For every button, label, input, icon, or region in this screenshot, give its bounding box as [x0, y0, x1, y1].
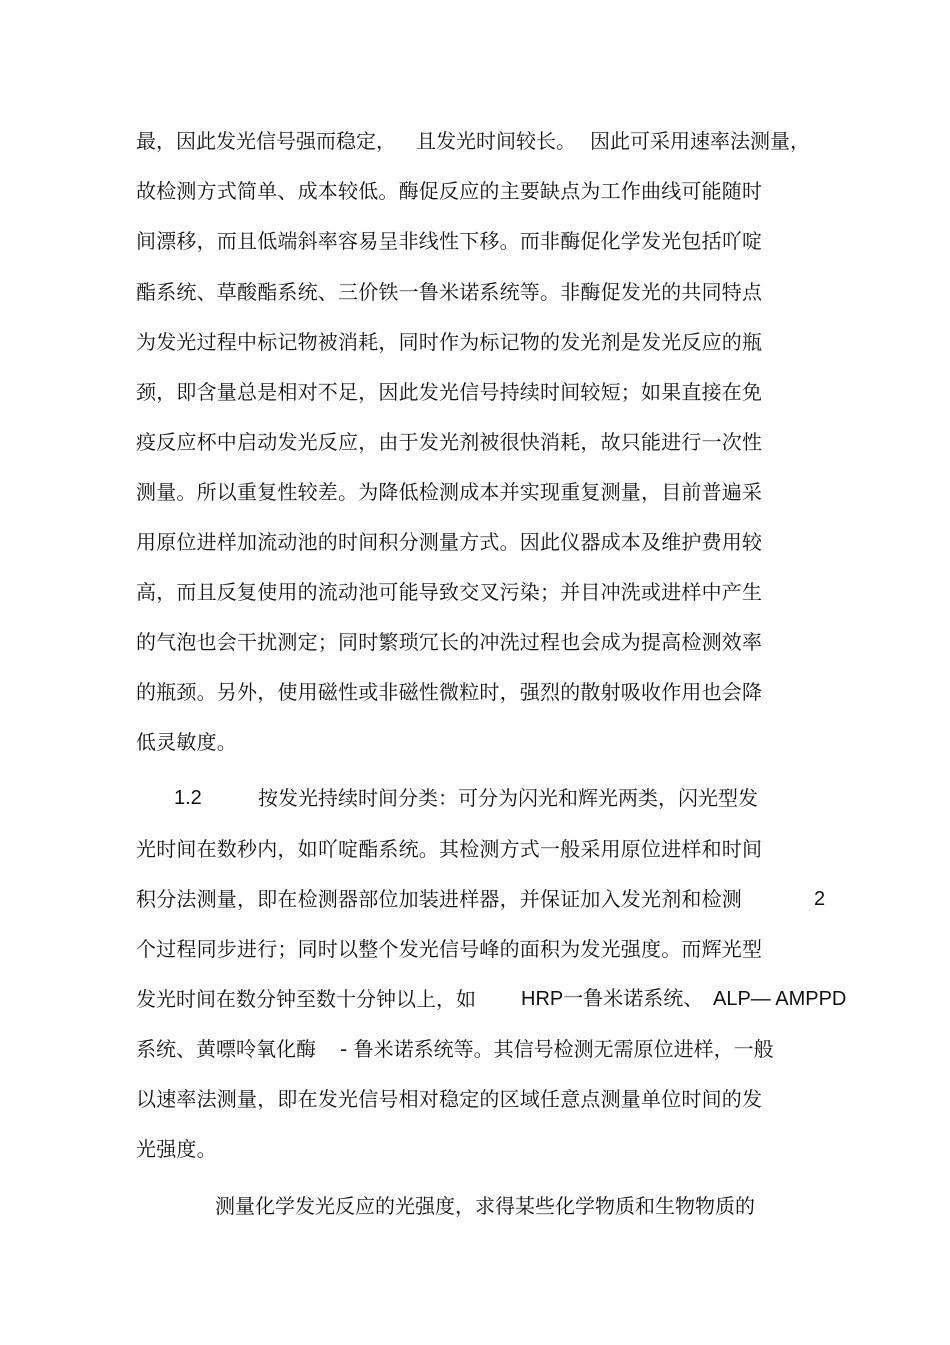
p2-line-3-tail: 2 — [814, 888, 826, 910]
p1-line-12: 的瓶颈。另外，使用磁性或非磁性微粒时，强烈的散射吸收作用也会降 — [136, 680, 763, 704]
p1-line-2: 故检测方式简单、成本较低。酶促反应的主要缺点为工作曲线可能随时 — [136, 179, 763, 203]
p3-line-1: 测量化学发光反应的光强度，求得某些化学物质和生物物质的 — [215, 1194, 755, 1218]
p2-line-7: 以速率法测量，即在发光信号相对稳定的区域任意点测量单位时间的发 — [136, 1087, 763, 1111]
p1-line-9: 用原位进样加流动池的时间积分测量方式。因此仪器成本及维护费用较 — [136, 530, 763, 554]
p2-line-8: 光强度。 — [136, 1137, 217, 1161]
p2-line-6-part-2: - 鲁米诺系统等。其信号检测无需原位进样，一般 — [340, 1037, 774, 1061]
p2-line-3: 积分法测量，即在检测器部位加装进样器，并保证加入发光剂和检测 — [136, 887, 742, 911]
section-number: 1.2 — [174, 787, 202, 809]
p1-line-3: 间漂移，而且低端斜率容易呈非线性下移。而非酶促化学发光包括吖啶 — [136, 229, 763, 253]
p1-line-5: 为发光过程中标记物被消耗，同时作为标记物的发光剂是发光反应的瓶 — [136, 330, 763, 354]
p1-line-1-part-2: 且发光时间较长。 — [416, 129, 576, 153]
p1-line-8: 测量。所以重复性较差。为降低检测成本并实现重复测量，目前普遍采 — [136, 480, 763, 504]
p2-line-6-part-1: 系统、黄嘌呤氧化酶 — [136, 1037, 316, 1061]
p1-line-6: 颈，即含量总是相对不足，因此发光信号持续时间较短；如果直接在免 — [136, 380, 763, 404]
p2-line-5-part-1: 发光时间在数分钟至数十分钟以上，如 — [136, 987, 476, 1011]
p1-line-10: 高，而且反复使用的流动池可能导致交叉污染；并目冲洗或进样中产生 — [136, 580, 763, 604]
p1-line-13: 低灵敏度。 — [136, 730, 237, 754]
p2-line-2: 光时间在数秒内，如吖啶酯系统。其检测方式一般采用原位进样和时间 — [136, 837, 763, 861]
p1-line-7: 疫反应杯中启动发光反应，由于发光剂被很快消耗，故只能进行一次性 — [136, 430, 763, 454]
p1-line-1-part-3: 因此可采用速率法测量， — [590, 129, 810, 153]
p1-line-1-part-1: 最，因此发光信号强而稳定， — [136, 129, 396, 153]
p2-line-1: 按发光持续时间分类：可分为闪光和辉光两类，闪光型发 — [258, 786, 758, 810]
p1-line-4: 酯系统、草酸酯系统、三价铁一鲁米诺系统等。非酶促发光的共同特点 — [136, 280, 763, 304]
p2-line-5-part-2: HRP一鲁米诺系统、 — [521, 988, 704, 1010]
p2-line-4: 个过程同步进行；同时以整个发光信号峰的面积为发光强度。而辉光型 — [136, 937, 763, 961]
p1-line-11: 的气泡也会干扰测定；同时繁琐冗长的冲洗过程也会成为提高检测效率 — [136, 630, 763, 654]
p2-line-5-part-3: ALP— AMPPD — [713, 988, 847, 1010]
